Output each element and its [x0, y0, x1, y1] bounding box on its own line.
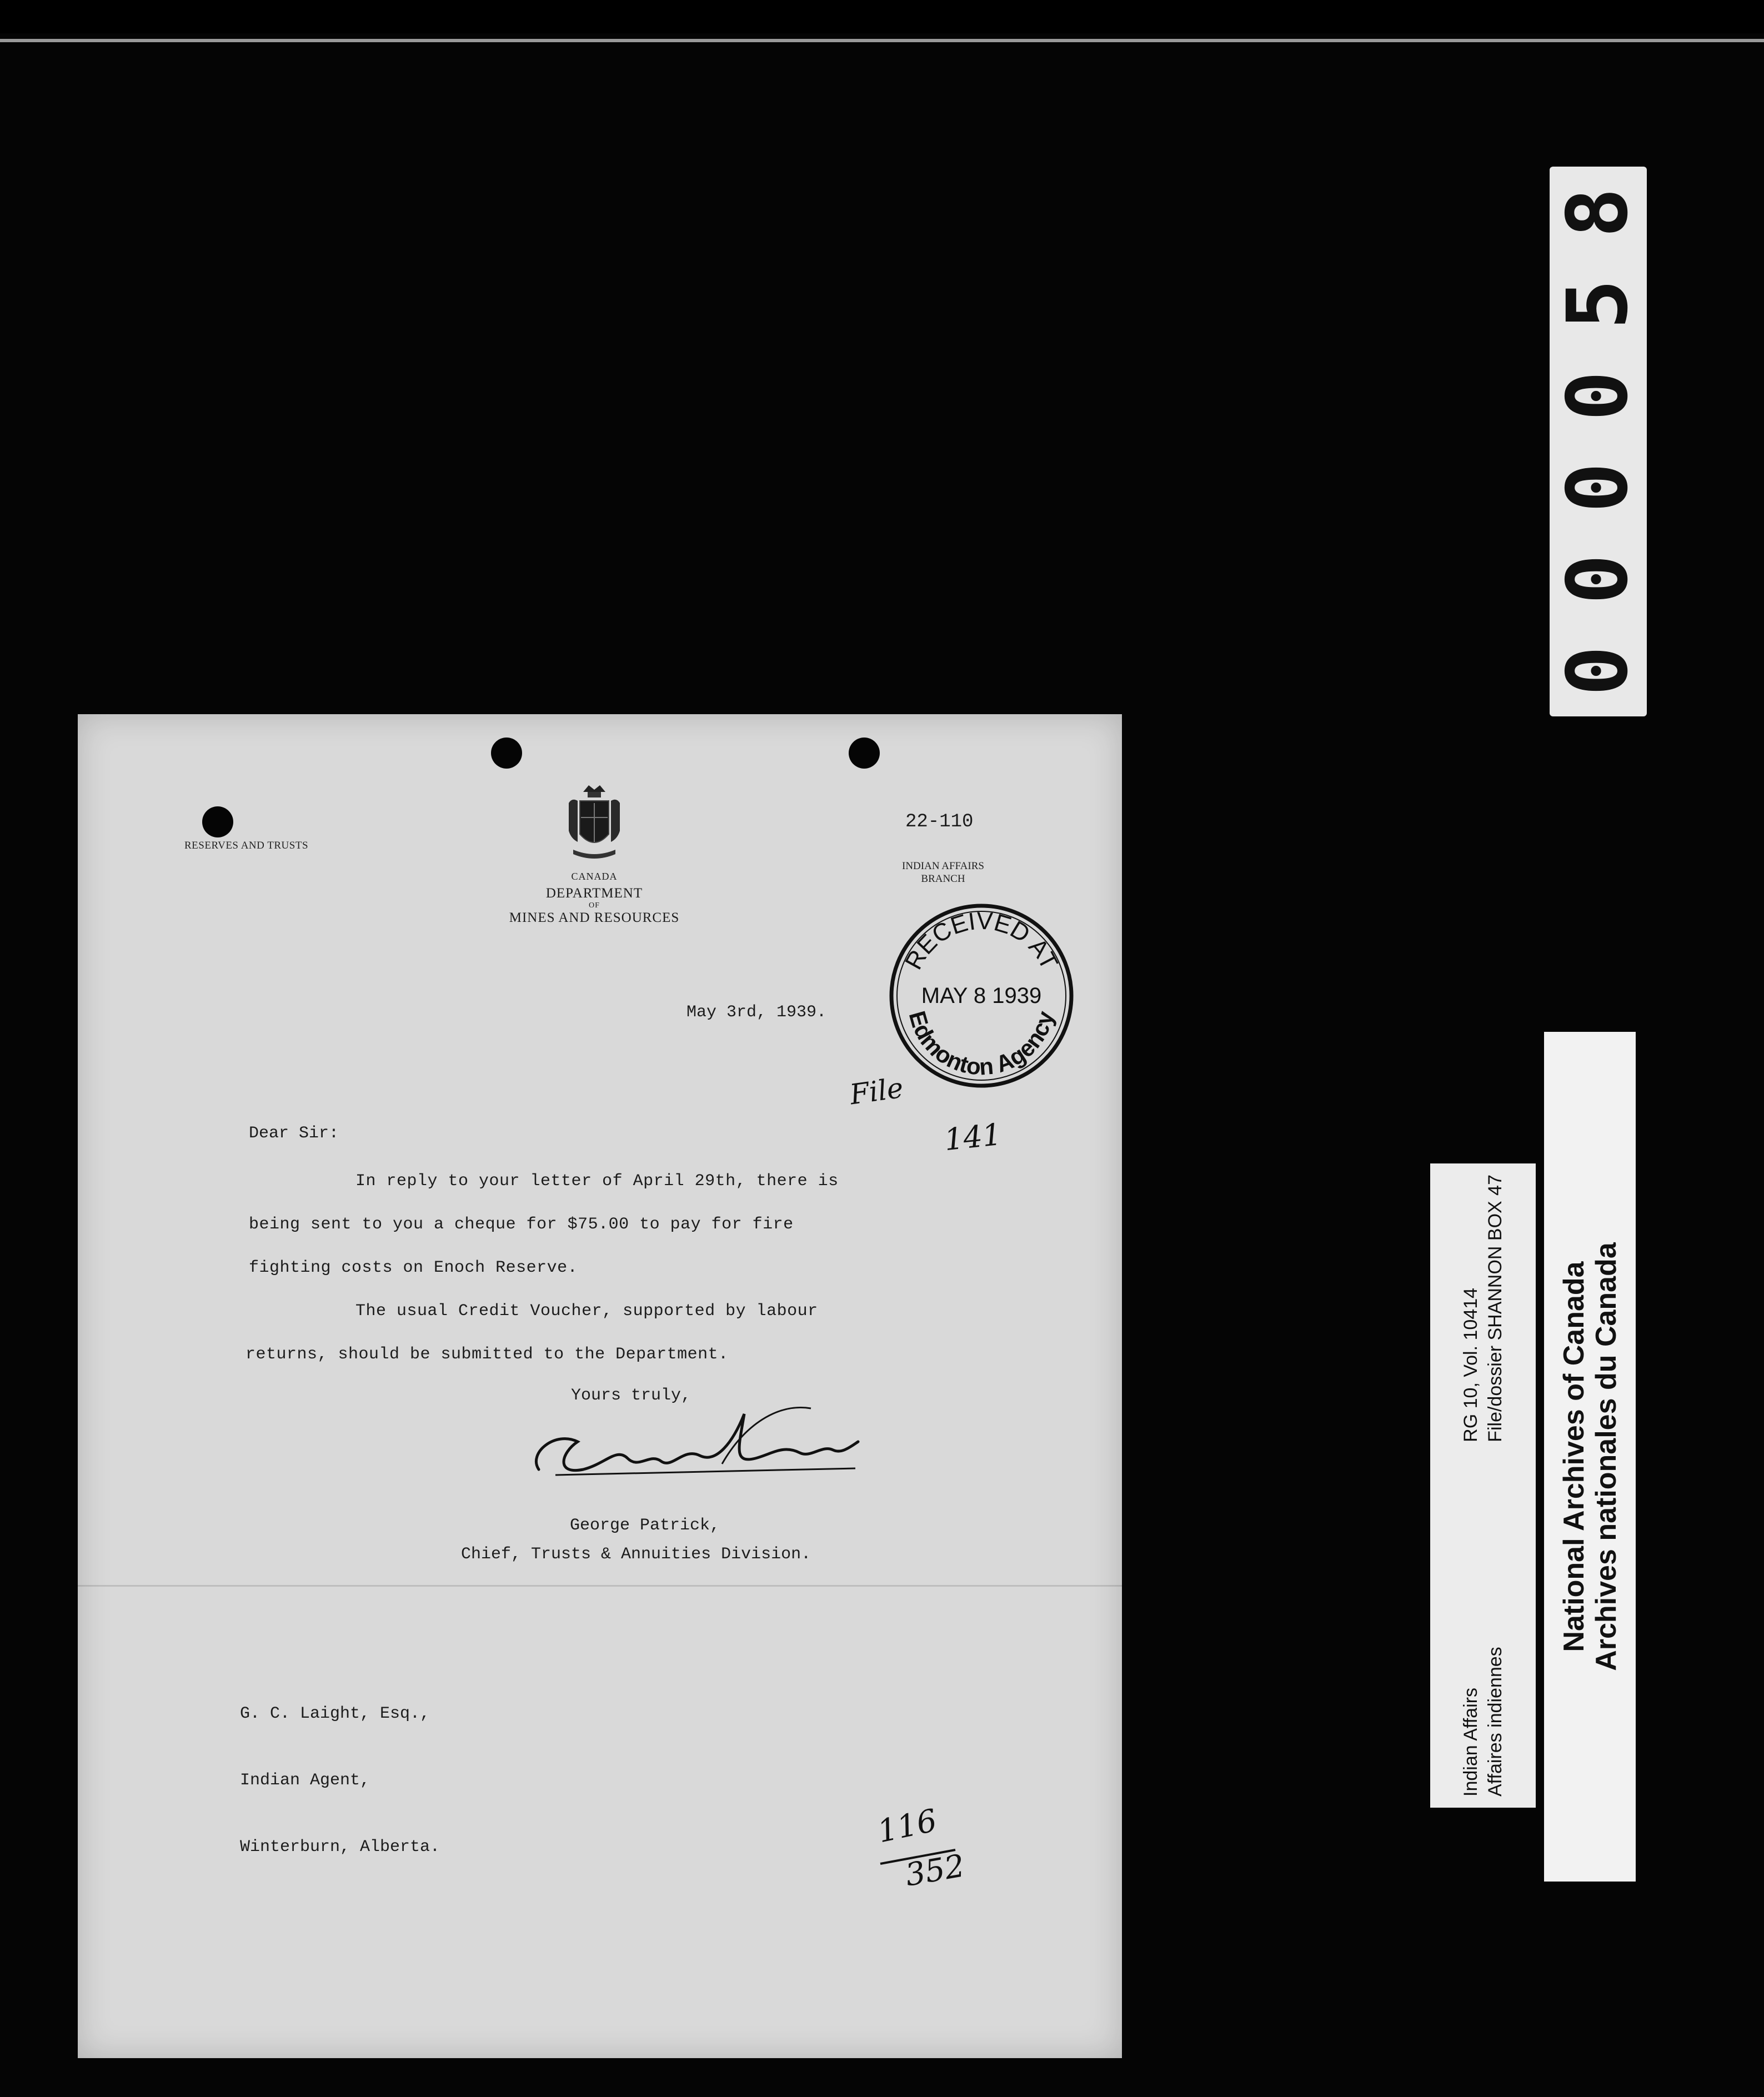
national-archives-label	[1544, 1032, 1636, 1882]
coat-of-arms-icon	[561, 781, 628, 864]
svg-text:RECEIVED AT	[900, 907, 1063, 974]
frame-digit: 0	[1550, 370, 1647, 421]
handwritten-file-note: File	[848, 1071, 905, 1111]
recipient-line: Winterburn, Alberta.	[240, 1838, 440, 1857]
handwritten-file-number: 141	[942, 1116, 1004, 1158]
salutation: Dear Sir:	[249, 1124, 339, 1143]
scan-top-band	[0, 0, 1764, 33]
archive-reference-label	[1430, 1163, 1536, 1808]
letterhead-country: CANADA	[571, 871, 618, 882]
stamp-top-text: RECEIVED AT	[900, 907, 1064, 974]
frame-digit: 0	[1550, 554, 1647, 604]
label-column-department	[1459, 1647, 1507, 1797]
body-line: fighting costs on Enoch Reserve.	[249, 1258, 578, 1277]
frame-number-strip	[1550, 167, 1647, 716]
body-line: returns, should be submitted to the Department.	[245, 1345, 729, 1364]
handwritten-page-total: 352	[903, 1848, 968, 1894]
recipient-address	[240, 1658, 440, 1903]
signer-name: George Patrick,	[570, 1516, 720, 1535]
body-line: The usual Credit Voucher, supported by labour	[355, 1302, 818, 1321]
punch-hole	[849, 738, 880, 769]
signature	[522, 1392, 866, 1503]
letterhead-ministry: MINES AND RESOURCES	[509, 910, 680, 925]
frame-digit: 0	[1550, 462, 1647, 513]
branch-label	[902, 860, 984, 885]
letter-page	[78, 714, 1122, 2058]
handwritten-page-number: 116	[874, 1802, 940, 1850]
label-line: National Archives of Canada	[1557, 1261, 1590, 1652]
letter-date: May 3rd, 1939.	[686, 1003, 827, 1022]
frame-digit: 0	[1550, 645, 1647, 696]
label-line: RG 10, Vol. 10414	[1460, 1287, 1481, 1442]
letterhead-department: DEPARTMENT	[545, 886, 643, 901]
branch-line: INDIAN AFFAIRS	[902, 860, 984, 872]
branch-line: BRANCH	[921, 873, 965, 885]
page-fold	[78, 1585, 1122, 1587]
punch-hole	[202, 806, 233, 837]
recipient-line: G. C. Laight, Esq.,	[240, 1704, 430, 1723]
label-line: Archives nationales du Canada	[1590, 1242, 1622, 1671]
received-stamp	[886, 900, 1078, 1092]
frame-digit: 8	[1550, 187, 1647, 238]
label-line: File/dossier SHANNON BOX 47	[1485, 1175, 1506, 1442]
scan-edge-line	[0, 39, 1764, 42]
body-line: In reply to your letter of April 29th, there is	[355, 1172, 839, 1191]
letterhead-of: OF	[589, 901, 600, 910]
body-line: being sent to you a cheque for $75.00 to pay for fire	[249, 1215, 794, 1234]
recipient-line: Indian Agent,	[240, 1771, 370, 1790]
punch-hole	[491, 738, 522, 769]
label-column-reference	[1459, 1175, 1507, 1442]
file-code: 22-110	[905, 811, 974, 832]
stamp-bottom-text: Edmonton Agency	[904, 1008, 1059, 1080]
closing: Yours truly,	[571, 1386, 691, 1405]
frame-digit: 5	[1550, 279, 1647, 329]
label-line: Indian Affairs	[1460, 1688, 1481, 1797]
signer-title: Chief, Trusts & Annuities Division.	[461, 1545, 811, 1564]
letterhead	[489, 871, 700, 926]
label-line: Affaires indiennes	[1485, 1647, 1506, 1797]
stamp-date: MAY 8 1939	[921, 984, 1042, 1008]
reserves-and-trusts-label: RESERVES AND TRUSTS	[184, 840, 309, 851]
